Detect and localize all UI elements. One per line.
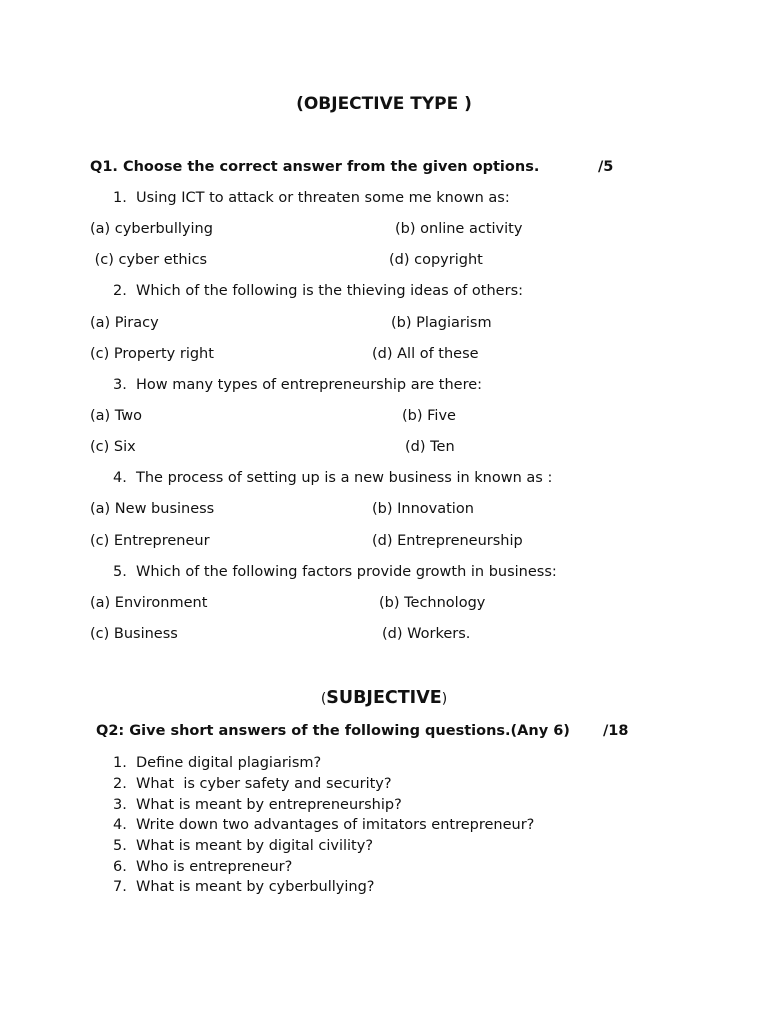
question-text: Using ICT to attack or threaten some me known as: — [136, 190, 510, 206]
list-item: What is cyber safety and security? — [136, 776, 392, 792]
list-item-number: 1. — [113, 755, 127, 771]
list-item-number: 7. — [113, 879, 127, 895]
option-b: (b) online activity — [395, 221, 523, 237]
list-item-number: 2. — [113, 776, 127, 792]
list-item-number: 3. — [113, 797, 127, 813]
question-number: 3. — [113, 377, 127, 393]
option-d: (d) copyright — [389, 252, 483, 268]
option-a: (a) Piracy — [90, 315, 159, 331]
question-number: 5. — [113, 564, 127, 580]
option-c: (c) Property right — [90, 346, 214, 362]
list-item-number: 6. — [113, 859, 127, 875]
list-item: Define digital plagiarism? — [136, 755, 322, 771]
question-text: The process of setting up is a new business in known as : — [136, 470, 553, 486]
section-title-objective: (OBJECTIVE TYPE ) — [296, 94, 472, 114]
subjective-title: SUBJECTIVE — [326, 688, 442, 708]
option-a: (a) New business — [90, 501, 215, 517]
option-d: (d) Ten — [405, 439, 455, 455]
section-title-subjective — [0, 688, 768, 709]
open-paren: ( — [320, 691, 327, 707]
option-c: (c) Business — [90, 626, 178, 642]
question-number: 1. — [113, 190, 127, 206]
option-c: (c) Six — [90, 439, 136, 455]
q2-heading: Q2: Give short answers of the following questions.(Any 6) — [96, 723, 570, 739]
list-item: Write down two advantages of imitators entrepreneur? — [136, 817, 535, 833]
option-b: (b) Innovation — [372, 501, 474, 517]
list-item-number: 4. — [113, 817, 127, 833]
option-b: (b) Five — [402, 408, 456, 424]
list-item: What is meant by entrepreneurship? — [136, 797, 402, 813]
list-item: What is meant by digital civility? — [136, 838, 374, 854]
list-item-number: 5. — [113, 838, 127, 854]
option-c: (c) Entrepreneur — [90, 533, 210, 549]
q1-marks: /5 — [598, 159, 614, 175]
q2-marks: /18 — [603, 723, 629, 739]
option-a: (a) Two — [90, 408, 142, 424]
question-text: Which of the following is the thieving ideas of others: — [136, 283, 524, 299]
option-c: (c) cyber ethics — [90, 252, 208, 268]
list-item: What is meant by cyberbullying? — [136, 879, 375, 895]
question-text: Which of the following factors provide growth in business: — [136, 564, 557, 580]
list-item: Who is entrepreneur? — [136, 859, 293, 875]
question-number: 2. — [113, 283, 127, 299]
option-d: (d) Workers. — [382, 626, 471, 642]
question-number: 4. — [113, 470, 127, 486]
option-d: (d) All of these — [372, 346, 479, 362]
option-b: (b) Plagiarism — [391, 315, 492, 331]
close-paren: ) — [441, 691, 448, 707]
option-a: (a) cyberbullying — [90, 221, 213, 237]
q1-heading: Q1. Choose the correct answer from the given options. — [90, 159, 540, 175]
option-d: (d) Entrepreneurship — [372, 533, 523, 549]
question-text: How many types of entrepreneurship are there: — [136, 377, 483, 393]
option-a: (a) Environment — [90, 595, 208, 611]
option-b: (b) Technology — [379, 595, 486, 611]
